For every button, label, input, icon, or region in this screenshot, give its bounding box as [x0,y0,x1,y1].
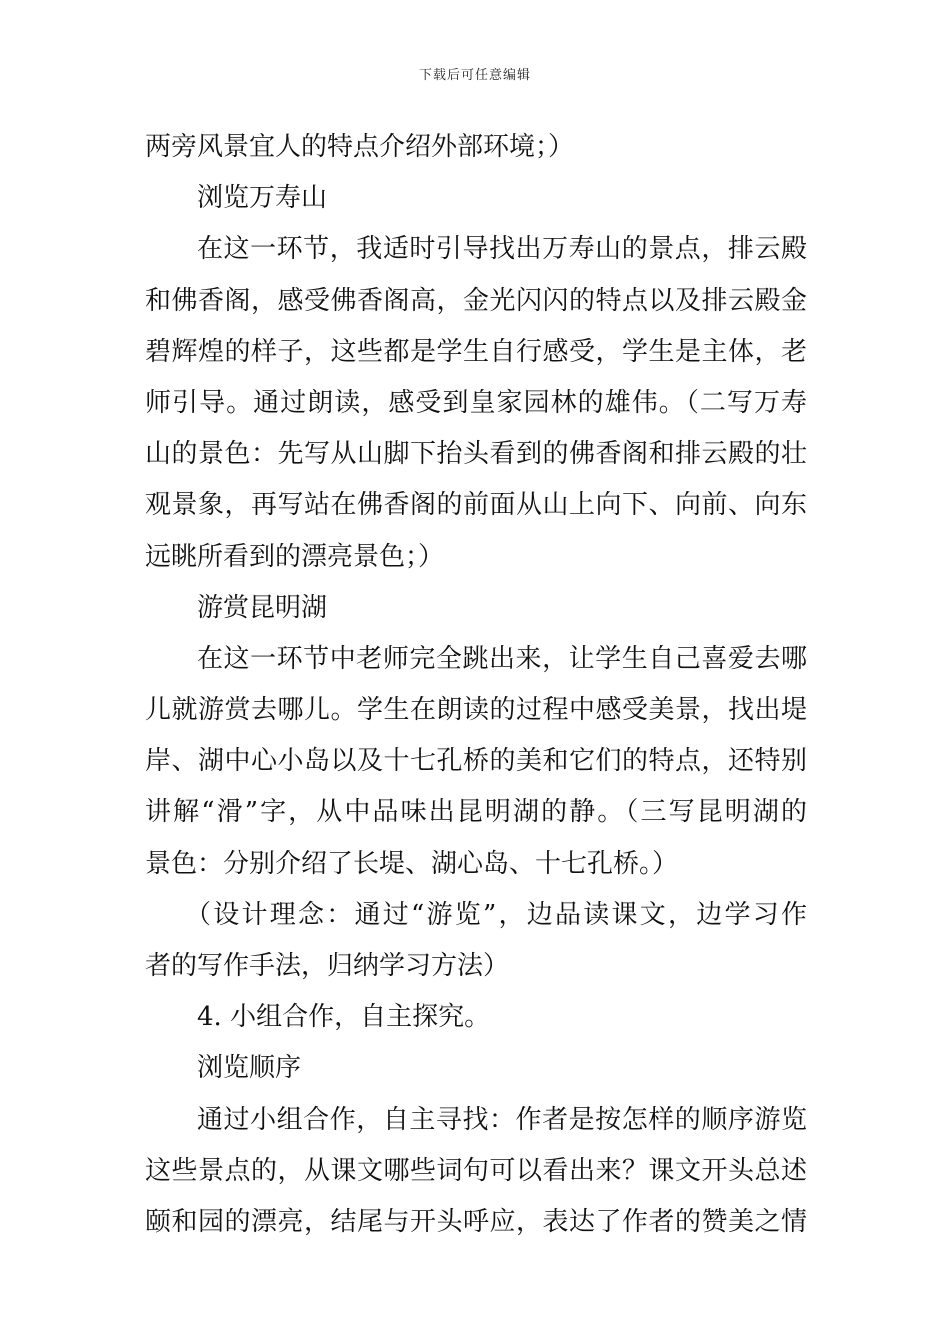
page-header: 下载后可任意编辑 [418,68,531,83]
section-heading: 浏览顺序 [197,1053,302,1084]
text-line: 这些景点的，从课文哪些词句可以看出来？课文开头总述 [145,1155,807,1186]
text-line: 景色：分别介绍了长堤、湖心岛、十七孔桥。） [145,848,679,879]
text-line: 远眺所看到的漂亮景色；） [145,541,445,572]
text-line: 儿就游赏去哪儿。学生在朗读的过程中感受美景，找出堤 [145,695,807,726]
text-line: 观景象，再写站在佛香阁的前面从山上向下、向前、向东 [145,490,807,521]
text-line: 通过小组合作，自主寻找：作者是按怎样的顺序游览 [197,1104,807,1135]
section-heading: 4. 小组合作，自主探究。 [197,1002,491,1033]
text-line: 山的景色：先写从山脚下抬头看到的佛香阁和排云殿的壮 [145,439,807,470]
text-line: 颐和园的漂亮，结尾与开头呼应，表达了作者的赞美之情 [145,1206,807,1237]
text-line: 和佛香阁，感受佛香阁高，金光闪闪的特点以及排云殿金 [145,285,807,316]
text-line: 岸、湖中心小岛以及十七孔桥的美和它们的特点，还特别 [145,746,807,777]
section-heading: 游赏昆明湖 [197,592,328,623]
text-line: 在这一环节中老师完全跳出来，让学生自己喜爱去哪 [197,643,807,674]
text-line: 讲解“滑”字，从中品味出昆明湖的静。（三写昆明湖的 [145,797,807,828]
section-heading: 浏览万寿山 [197,183,328,214]
text-line: 师引导。通过朗读，感受到皇家园林的雄伟。（二写万寿 [145,387,807,418]
text-line: 在这一环节，我适时引导找出万寿山的景点，排云殿 [197,234,807,265]
text-line: 者的写作手法，归纳学习方法） [145,951,510,981]
body-text [145,122,807,1248]
text-line: 碧辉煌的样子，这些都是学生自行感受，学生是主体，老 [145,336,807,367]
text-line: （设计理念：通过“游览”，边品读课文，边学习作 [185,899,807,930]
text-line: 两旁风景宜人的特点介绍外部环境；） [145,132,575,162]
